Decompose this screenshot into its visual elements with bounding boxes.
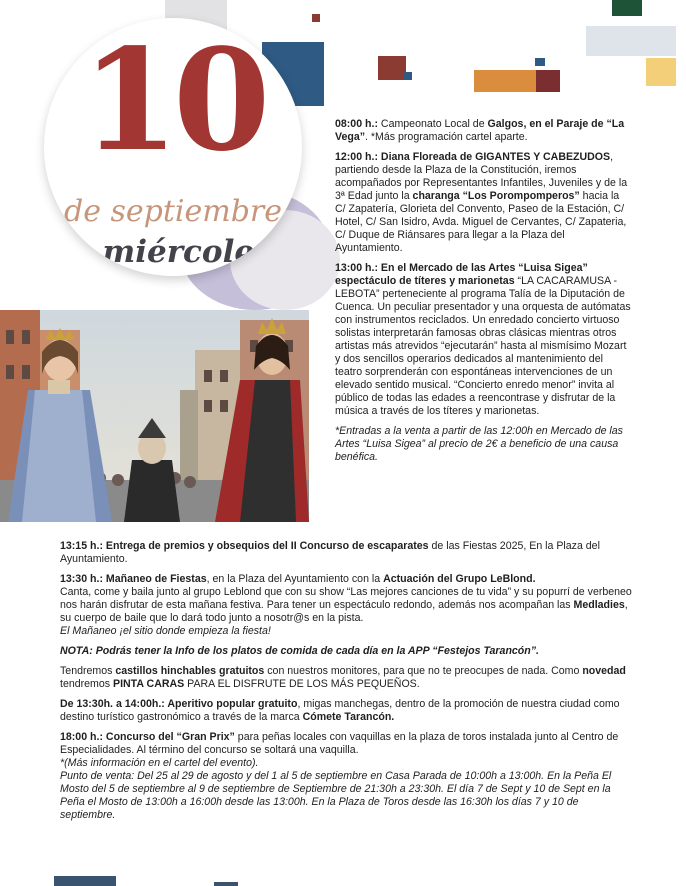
day-number: 10 [81,19,265,183]
decor-square [54,876,116,886]
decor-square [536,70,560,92]
event-highlight: Cómete Tarancón. [302,711,395,723]
event-time: 13:00 h.: [335,262,378,274]
decor-square [474,70,536,92]
event-entry [335,118,632,144]
event-text: Canta, come y baila junto al grupo Leblond que con su show “Las mejores canciones de tu vida” y su popurrí de verbeneo nos harán disfrutar de esta mañana festiva. Para tener un espectáculo redondo, además nos acompañan las [60,586,632,611]
event-entry [60,573,635,638]
event-photo [0,310,309,522]
event-entry [60,698,635,724]
event-highlight: novedad [582,665,626,677]
event-text: para peñas locales con vaquillas en la plaza de toros instalada junto al Centro de Especialidades. Al término del concurso se soltará una vaquilla. [60,731,619,756]
event-entry [335,151,632,255]
event-highlight: Galgos, en el Paraje de “La Vega” [335,118,625,143]
event-text: PARA EL DISFRUTE DE LOS MÁS PEQUEÑOS. [184,678,420,690]
event-highlight: Mañaneo de Fiestas [102,573,207,585]
event-text: “LA CACARAMUSA - LEBOTA” perteneciente al programa Talía de la Diputación de Cuenca. Un peculiar presentador y una orquesta de autómatas con instrumentos reciclados. Un enredado concierto virtuoso solistas interpretarán famosas obras clásicas mientras otros artistas más atrevidos “ejecutarán” hasta al mismísimo Mozart y dos sencillos operarios dedicados al mantenimiento del teatro sorprenderán con espontáneas intervenciones de un elevado sentido musical. “Concierto enredo menor” invita al público de todas las edades a reencontrase y disfrutar de la música a través de los títeres y marionetas. [335,275,631,417]
decor-square [378,56,406,80]
event-time: 18:00 h.: [60,731,103,743]
event-text: tendremos [60,678,113,690]
event-text: , su cuerpo de baile que lo dará todo junto a nosotr@s en la pista. [60,599,628,624]
decor-square [404,72,412,80]
event-highlight: castillos hinchables gratuitos [115,665,265,677]
decor-square [312,14,320,22]
event-text: , migas manchegas, dentro de la promoción de nuestra ciudad como destino turístico gastronómico a través de la marca [60,698,620,723]
month-label: de septiembre [64,194,282,229]
event-text: Campeonato Local de [377,118,488,130]
event-text: con nuestros monitores, para que no te preocupes de nada. Como [264,665,583,677]
event-highlight: Medladies [573,599,625,611]
event-time: De 13:30h. a 14:00h.: [60,698,165,710]
event-text: de las Fiestas 2025, En la Plaza del Ayuntamiento. [60,540,600,565]
event-text: , en la Plaza del Ayuntamiento con la [206,573,384,585]
event-entry [60,665,635,691]
event-highlight: Aperitivo popular gratuito [164,698,298,710]
event-text: Tendremos [60,665,116,677]
event-tagline: El Mañaneo ¡el sitio donde empieza la fiesta! [60,625,271,637]
event-time: 13:15 h.: [60,540,103,552]
event-note: *Entradas a la venta a partir de las 12:00h en Mercado de las Artes “Luisa Sigea” al precio de 2€ a beneficio de una causa benéfica. [335,425,623,463]
event-time: 12:00 h.: [335,151,378,163]
note-text: NOTA: Podrás tener la Info de los platos de comida de cada día en la APP “Festejos Tarancón”. [60,645,539,657]
event-highlight: PINTA CARAS [113,678,185,690]
event-highlight: Entrega de premios y obsequios del II Concurso de escaparates [102,540,429,552]
decor-square [612,0,642,16]
event-highlight: charanga “Los Porompomperos” [412,190,580,202]
event-highlight: Actuación del Grupo LeBlond. [383,573,536,585]
event-entry [60,540,635,566]
schedule-bottom-section [60,540,635,829]
event-text: . *Más programación cartel aparte. [365,131,528,143]
schedule-right-column [335,118,632,471]
decor-square [214,882,238,886]
event-time: 08:00 h.: [335,118,378,130]
event-highlight: Concurso del “Gran Prix” [102,731,235,743]
event-time: 13:30 h.: [60,573,103,585]
app-note [60,645,635,658]
event-note: Punto de venta: Del 25 al 29 de agosto y del 1 al 5 de septiembre en Casa Parada de 10:00h a 13:00h. En la Peña El Mosto del 5 de septiembre al 9 de septiembre de Septiembre de 21:30h a 23:30h. El día 7 de Sept y 10 de Sept en la Peña el Mosto de 13:00h a 16:00h desde las 13:00h. En la Plaza de Toros desde las 16:30h los días 7 y 10 de septiembre. [60,770,612,821]
event-highlight: Diana Floreada de GIGANTES Y CABEZUDOS [377,151,611,163]
weekday-label: miércoles [102,234,272,270]
event-text: hacia la C/ Zapatería, Glorieta del Convento, Paseo de la Estación, C/ Hotel, C/ San Isidro, Avda. Miguel de Cervantes, C/ Zapateria, C/ Duque de Riánsares para llegar a la Plaza del Ayuntamiento. [335,190,627,254]
event-highlight: En el Mercado de las Artes “Luisa Sigea” espectáculo de títeres y marionetas [335,262,588,287]
event-entry [335,262,632,418]
decor-square [535,58,545,66]
date-badge [44,18,302,276]
event-note: *(Más información en el cartel del evento). [60,757,259,769]
decor-square [586,26,676,56]
decor-square [646,58,676,86]
event-text: , partiendo desde la Plaza de la Constitución, iremos acompañados por Representantes Infantiles, Juveniles y de la 3ª Edad junto la [335,151,628,202]
event-entry [60,731,635,822]
